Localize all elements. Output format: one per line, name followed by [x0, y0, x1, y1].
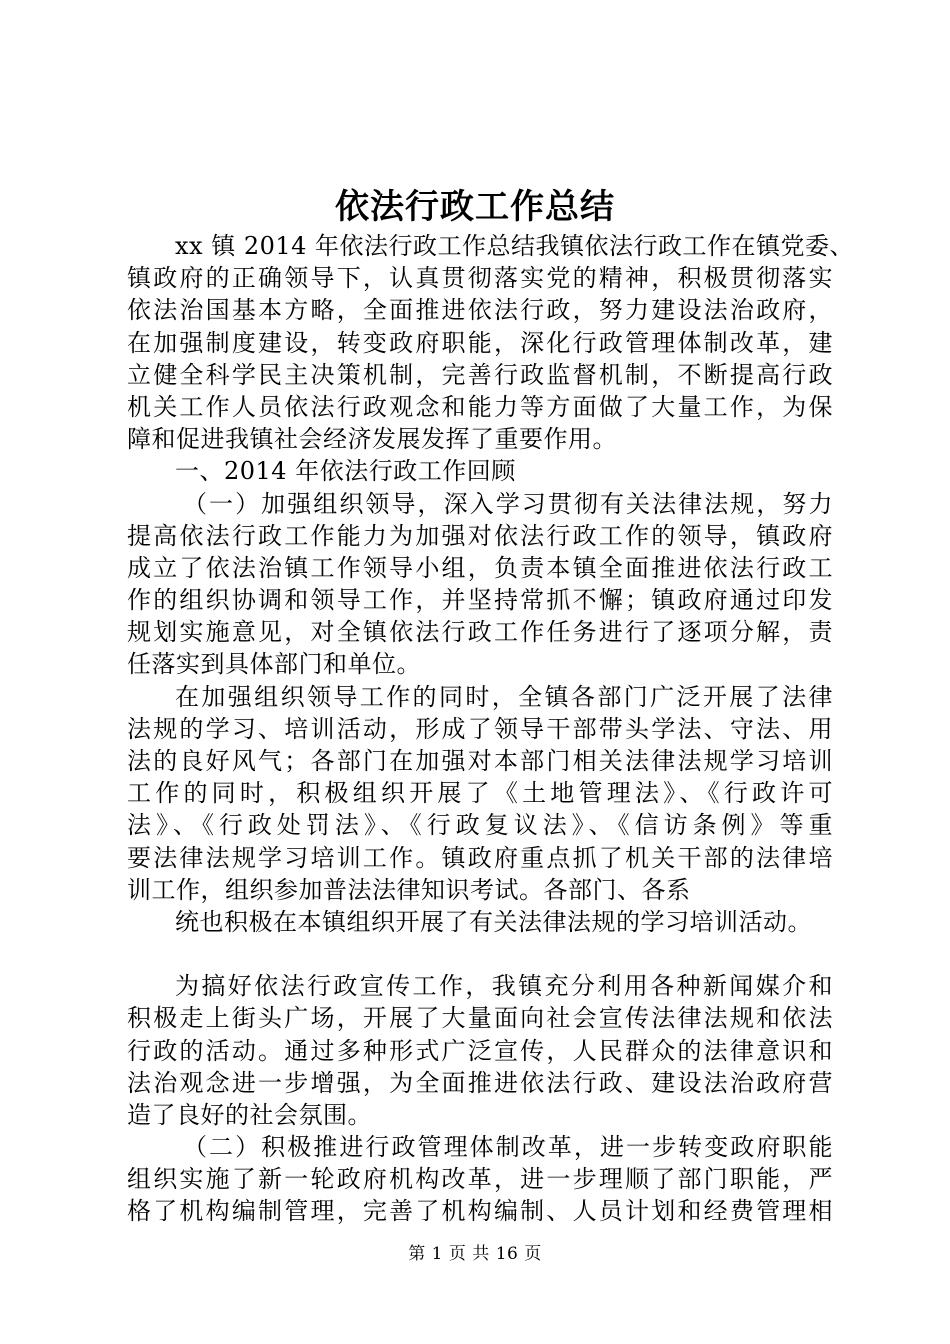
document-title: 依法行政工作总结 — [335, 187, 615, 227]
text-line: 成立了依法治镇工作领导小组，负责本镇全面推进依法行政工 — [127, 553, 833, 582]
text-line: 在加强组织领导工作的同时，全镇各部门广泛开展了法律 — [175, 682, 833, 711]
text-line: 组织实施了新一轮政府机构改革，进一步理顺了部门职能，严 — [127, 1165, 833, 1194]
text-line: 作的组织协调和领导工作，并坚持常抓不懈；镇政府通过印发 — [127, 586, 833, 615]
document-body — [127, 230, 855, 1228]
text-line: 工作的同时，积极组织开展了《土地管理法》、《行政许可 — [127, 779, 833, 808]
text-line: 造了良好的社会氛围。 — [127, 1100, 372, 1129]
text-line: 障和促进我镇社会经济发展发挥了重要作用。 — [127, 425, 617, 454]
text-line: 行政的活动。通过多种形式广泛宣传，人民群众的法律意识和 — [127, 1036, 833, 1065]
text-line: 依法治国基本方略，全面推进依法行政，努力建设法治政府， — [127, 296, 833, 325]
text-line: 镇政府的正确领导下，认真贯彻落实党的精神，积极贯彻落实 — [127, 264, 833, 293]
text-line: 法》、《行政处罚法》、《行政复议法》、《信访条例》等重 — [127, 811, 833, 840]
text-line: 统也积极在本镇组织开展了有关法律法规的学习培训活动。 — [175, 907, 812, 936]
text-line: 要法律法规学习培训工作。镇政府重点抓了机关干部的法律培 — [127, 843, 833, 872]
text-line: 一、2014 年依法行政工作回顾 — [175, 457, 516, 486]
text-line: 在加强制度建设，转变政府职能，深化行政管理体制改革，建 — [127, 328, 833, 357]
text-line: （一）加强组织领导，深入学习贯彻有关法律法规，努力 — [183, 489, 833, 518]
text-line: 立健全科学民主决策机制，完善行政监督机制，不断提高行政 — [127, 360, 833, 389]
text-line: 为搞好依法行政宣传工作，我镇充分利用各种新闻媒介和 — [175, 972, 833, 1001]
text-line: 法的良好风气；各部门在加强对本部门相关法律法规学习培训 — [127, 747, 833, 775]
text-line: 规划实施意见，对全镇依法行政工作任务进行了逐项分解，责 — [127, 618, 833, 647]
text-line: 积极走上街头广场，开展了大量面向社会宣传法律法规和依法 — [127, 1004, 833, 1033]
text-line: 训工作，组织参加普法法律知识考试。各部门、各系 — [127, 875, 691, 904]
text-line: xx 镇 2014 年依法行政工作总结我镇依法行政工作在镇党委、 — [175, 232, 855, 260]
page-footer: 第 1 页 共 16 页 — [408, 1244, 542, 1264]
text-line: 格了机构编制管理，完善了机构编制、人员计划和经费管理相 — [127, 1197, 833, 1226]
text-line — [127, 938, 833, 970]
text-line: 法规的学习、培训活动，形成了领导干部带头学法、守法、用 — [127, 714, 833, 743]
text-line: 法治观念进一步增强，为全面推进依法行政、建设法治政府营 — [127, 1068, 833, 1097]
text-line: 提高依法行政工作能力为加强对依法行政工作的领导，镇政府 — [127, 521, 833, 550]
text-line: 任落实到具体部门和单位。 — [127, 650, 421, 679]
text-line: （二）积极推进行政管理体制改革，进一步转变政府职能 — [183, 1133, 833, 1162]
text-line: 机关工作人员依法行政观念和能力等方面做了大量工作，为保 — [127, 392, 833, 421]
